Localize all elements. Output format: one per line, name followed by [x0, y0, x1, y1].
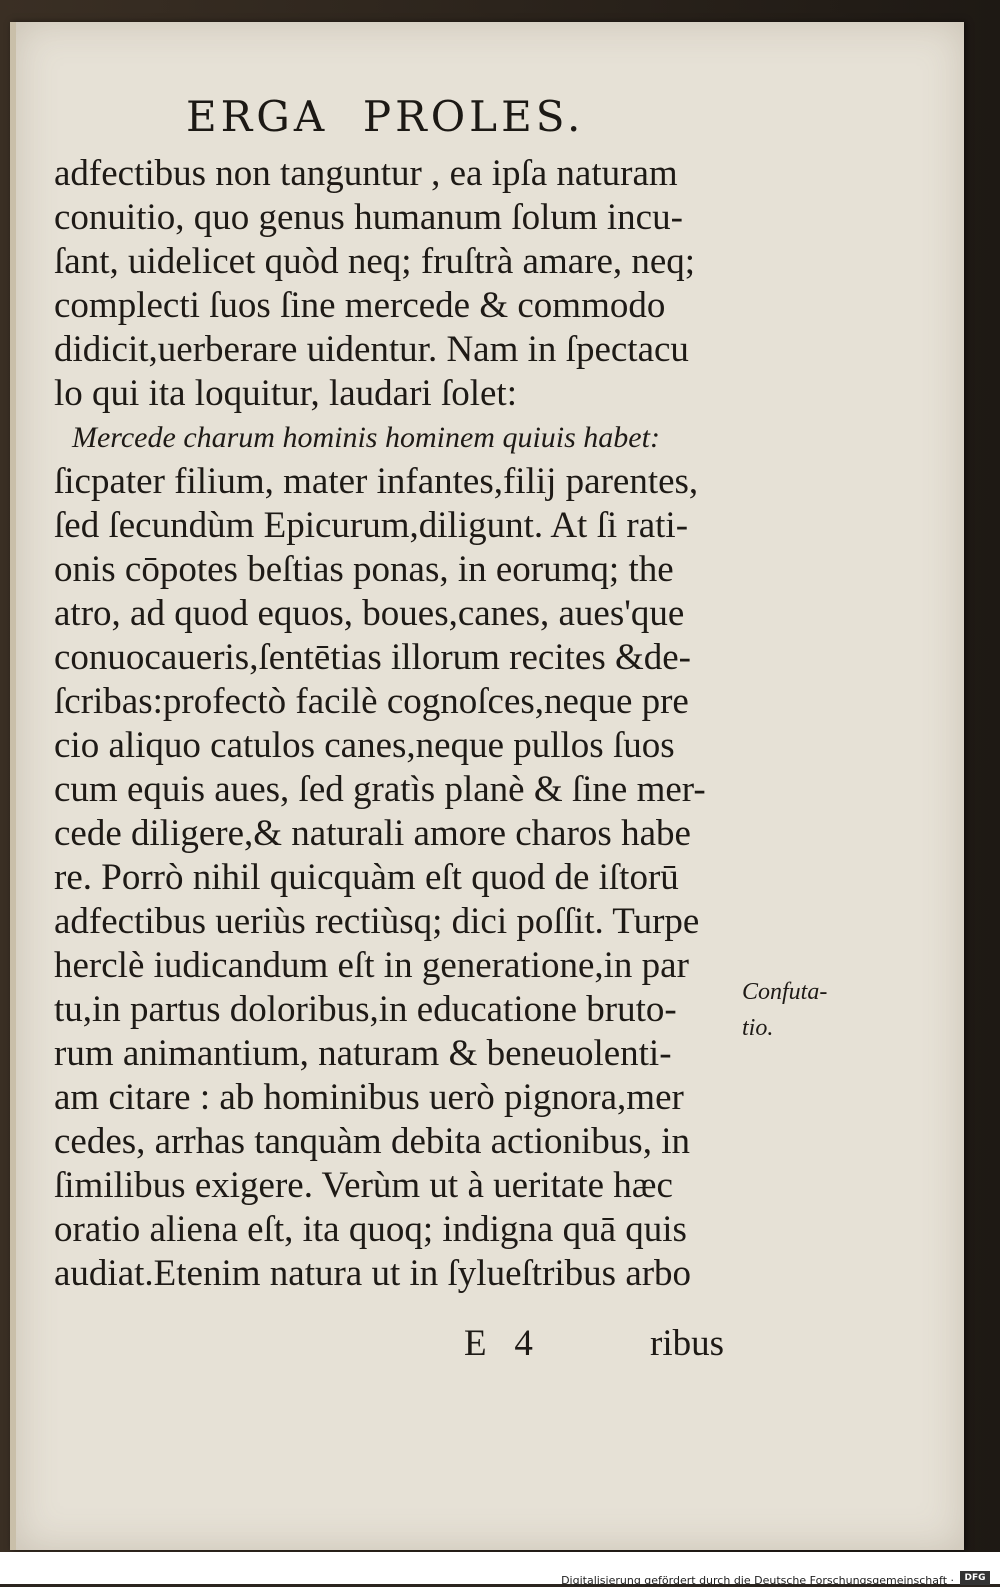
marginal-note: [742, 974, 862, 1046]
text-line: oratio aliena eſt, ita quoq; indigna quā quis: [54, 1209, 687, 1250]
running-head: ERGA PROLES.: [186, 92, 585, 141]
text-line: conuocaueris,ſentētias illorum recites &de-: [54, 637, 691, 678]
text-line: cum equis aues, ſed gratìs planè & ſine mer-: [54, 769, 706, 810]
marginal-note-line: tio.: [742, 1015, 774, 1041]
book-page: [10, 22, 964, 1550]
text-line: complecti ſuos ſine mercede & commodo: [54, 285, 666, 326]
text-line: lo qui ita loquitur, laudari ſolet:: [54, 373, 517, 414]
digitization-credit: Digitalisierung gefördert durch die Deutsche Forschungsgemeinschaft ·: [561, 1574, 954, 1587]
text-line: adfectibus ueriùs rectiùsq; dici poſſit. Turpe: [54, 901, 700, 942]
text-line: atro, ad quod equos, boues,canes, aues'que: [54, 593, 685, 634]
text-line: re. Porrò nihil quicquàm eſt quod de iſtorū: [54, 857, 679, 898]
text-line: adfectibus non tanguntur , ea ipſa naturam: [54, 153, 678, 194]
text-line: didicit,uerberare uidentur. Nam in ſpectacu: [54, 329, 689, 370]
text-line: ſant, uidelicet quòd neq; fruſtrà amare, neq;: [54, 241, 696, 282]
text-line: onis cōpotes beſtias ponas, in eorumq; the: [54, 549, 674, 590]
text-line: ſicpater filium, mater infantes,filij parentes,: [54, 461, 699, 502]
catchword: ribus: [650, 1323, 724, 1364]
text-line: ſed ſecundùm Epicurum,diligunt. At ſi rati-: [54, 505, 689, 546]
text-line: am citare : ab hominibus uerò pignora,mer: [54, 1077, 684, 1118]
text-line: cede diligere,& naturali amore charos habe: [54, 813, 691, 854]
text-line: ſcribas:profectò facilè cognoſces,neque pre: [54, 681, 689, 722]
text-line: cio aliquo catulos canes,neque pullos ſuos: [54, 725, 675, 766]
body-text: [54, 152, 754, 1296]
signature-mark: E 4: [464, 1323, 533, 1364]
page-footer-line: [464, 1322, 764, 1366]
text-line: tu,in partus doloribus,in educatione bruto-: [54, 989, 677, 1030]
marginal-note-line: Confuta-: [742, 979, 828, 1005]
verse-quotation: Mercede charum hominis hominem quiuis habet:: [72, 421, 660, 454]
dfg-logo: DFG: [960, 1571, 990, 1585]
text-line: herclè iudicandum eſt in generatione,in par: [54, 945, 689, 986]
text-line: ſimilibus exigere. Verùm ut à ueritate hæc: [54, 1165, 673, 1206]
text-line: audiat.Etenim natura ut in ſylueſtribus arbo: [54, 1253, 692, 1294]
text-line: conuitio, quo genus humanum ſolum incu-: [54, 197, 683, 238]
text-line: cedes, arrhas tanquàm debita actionibus, in: [54, 1121, 690, 1162]
text-line: rum animantium, naturam & beneuolenti-: [54, 1033, 672, 1074]
